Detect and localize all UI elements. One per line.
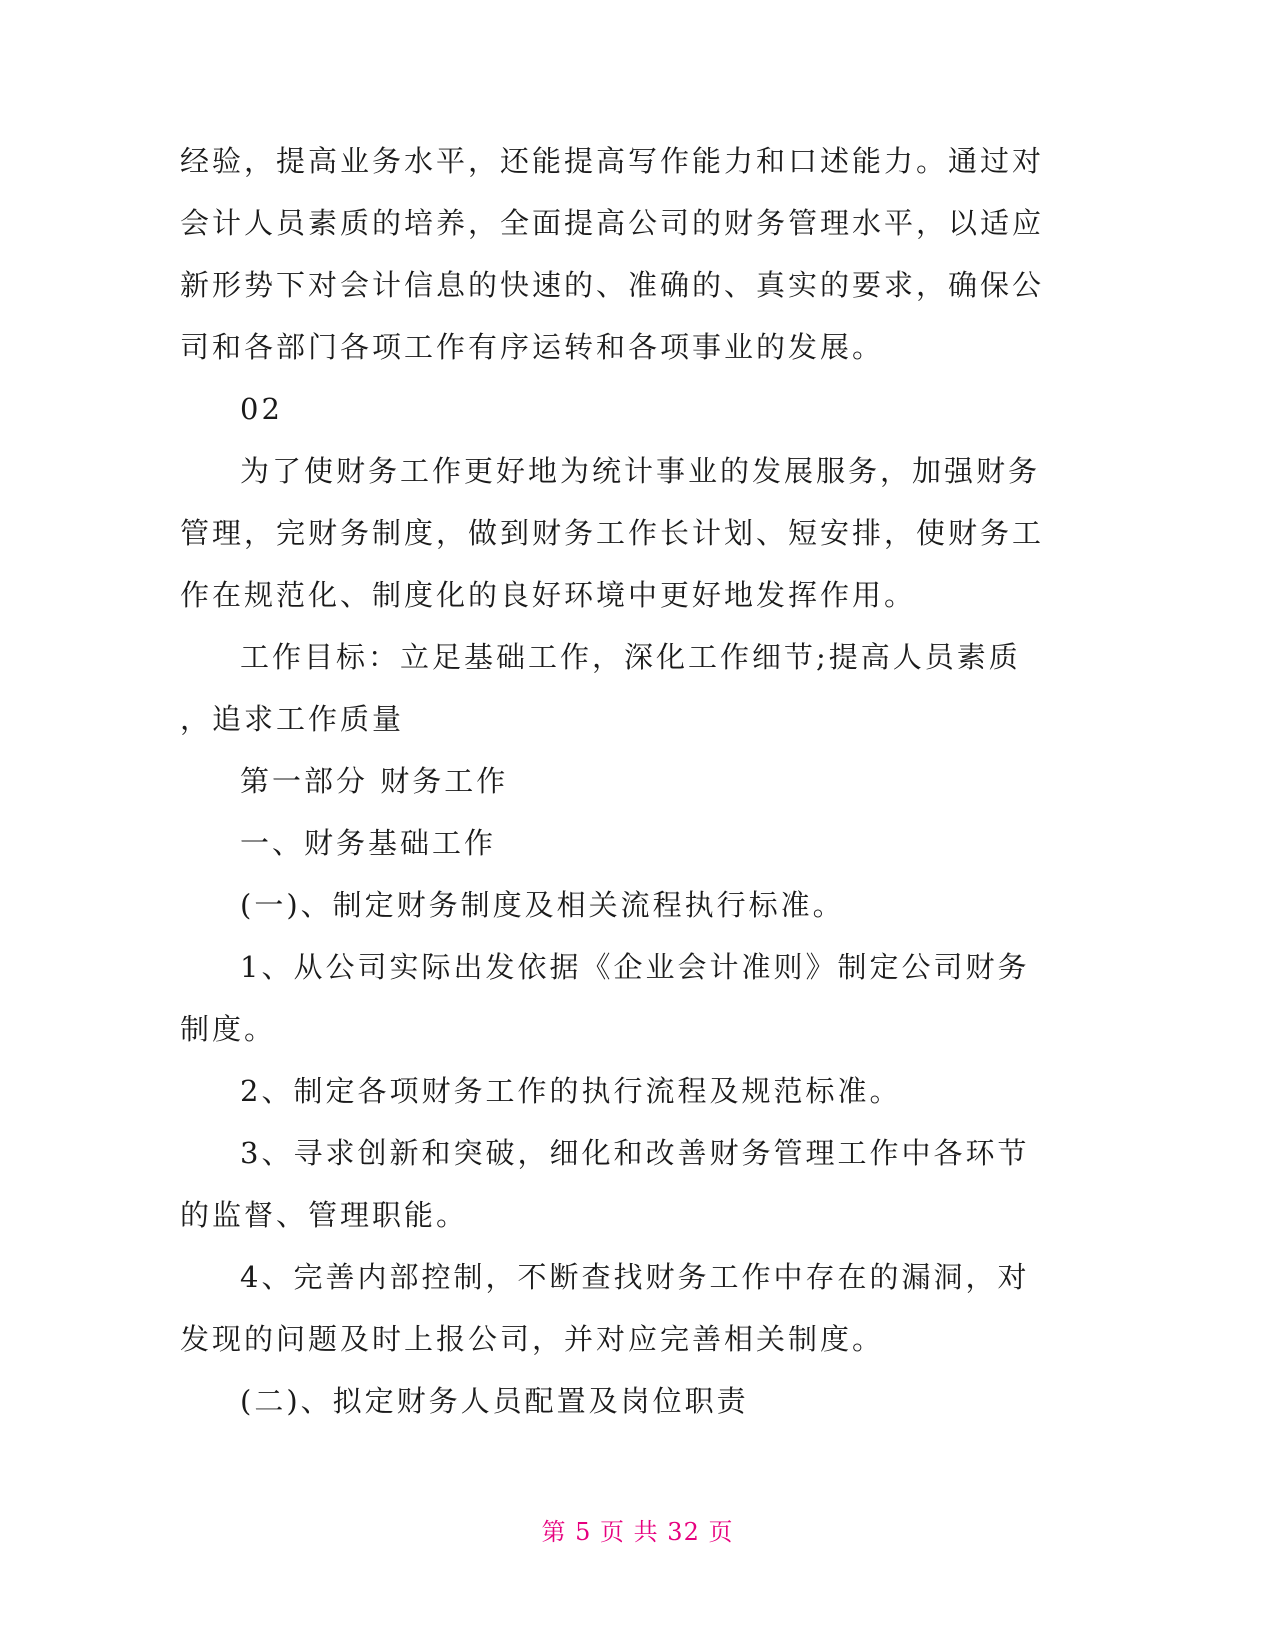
list-item-continuation: 发现的问题及时上报公司，并对应完善相关制度。 <box>180 1322 885 1356</box>
paragraph-line: 司和各部门各项工作有序运转和各项事业的发展。 <box>180 330 885 364</box>
paragraph-line: 为了使财务工作更好地为统计事业的发展服务，加强财务 <box>240 454 1041 488</box>
list-item-continuation: 制度。 <box>180 1012 277 1046</box>
part-heading: 第一部分 财务工作 <box>240 764 509 798</box>
list-item: 4、完善内部控制，不断查找财务工作中存在的漏洞，对 <box>240 1260 1030 1294</box>
list-item: 1、从公司实际出发依据《企业会计准则》制定公司财务 <box>240 950 1030 984</box>
paragraph-line: 经验，提高业务水平，还能提高写作能力和口述能力。通过对 <box>180 144 1045 178</box>
page-footer: 第 5 页 共 32 页 <box>541 1518 734 1546</box>
section-heading: 一、财务基础工作 <box>240 826 497 860</box>
paragraph-line: 新形势下对会计信息的快速的、准确的、真实的要求，确保公 <box>180 268 1045 302</box>
subsection-heading: (二)、拟定财务人员配置及岗位职责 <box>240 1384 749 1418</box>
list-item: 2、制定各项财务工作的执行流程及规范标准。 <box>240 1074 902 1108</box>
subsection-heading: (一)、制定财务制度及相关流程执行标准。 <box>240 888 845 922</box>
paragraph-line: 管理，完财务制度，做到财务工作长计划、短安排，使财务工 <box>180 516 1045 550</box>
paragraph-line: 会计人员素质的培养，全面提高公司的财务管理水平，以适应 <box>180 206 1045 240</box>
document-body <box>180 130 1045 1432</box>
list-item: 3、寻求创新和突破，细化和改善财务管理工作中各环节 <box>240 1136 1030 1170</box>
work-goal-line: 工作目标：立足基础工作，深化工作细节;提高人员素质 <box>240 640 1021 674</box>
work-goal-line: ，追求工作质量 <box>180 702 405 736</box>
list-item-continuation: 的监督、管理职能。 <box>180 1198 469 1232</box>
section-number: 02 <box>240 392 283 426</box>
paragraph-line: 作在规范化、制度化的良好环境中更好地发挥作用。 <box>180 578 917 612</box>
